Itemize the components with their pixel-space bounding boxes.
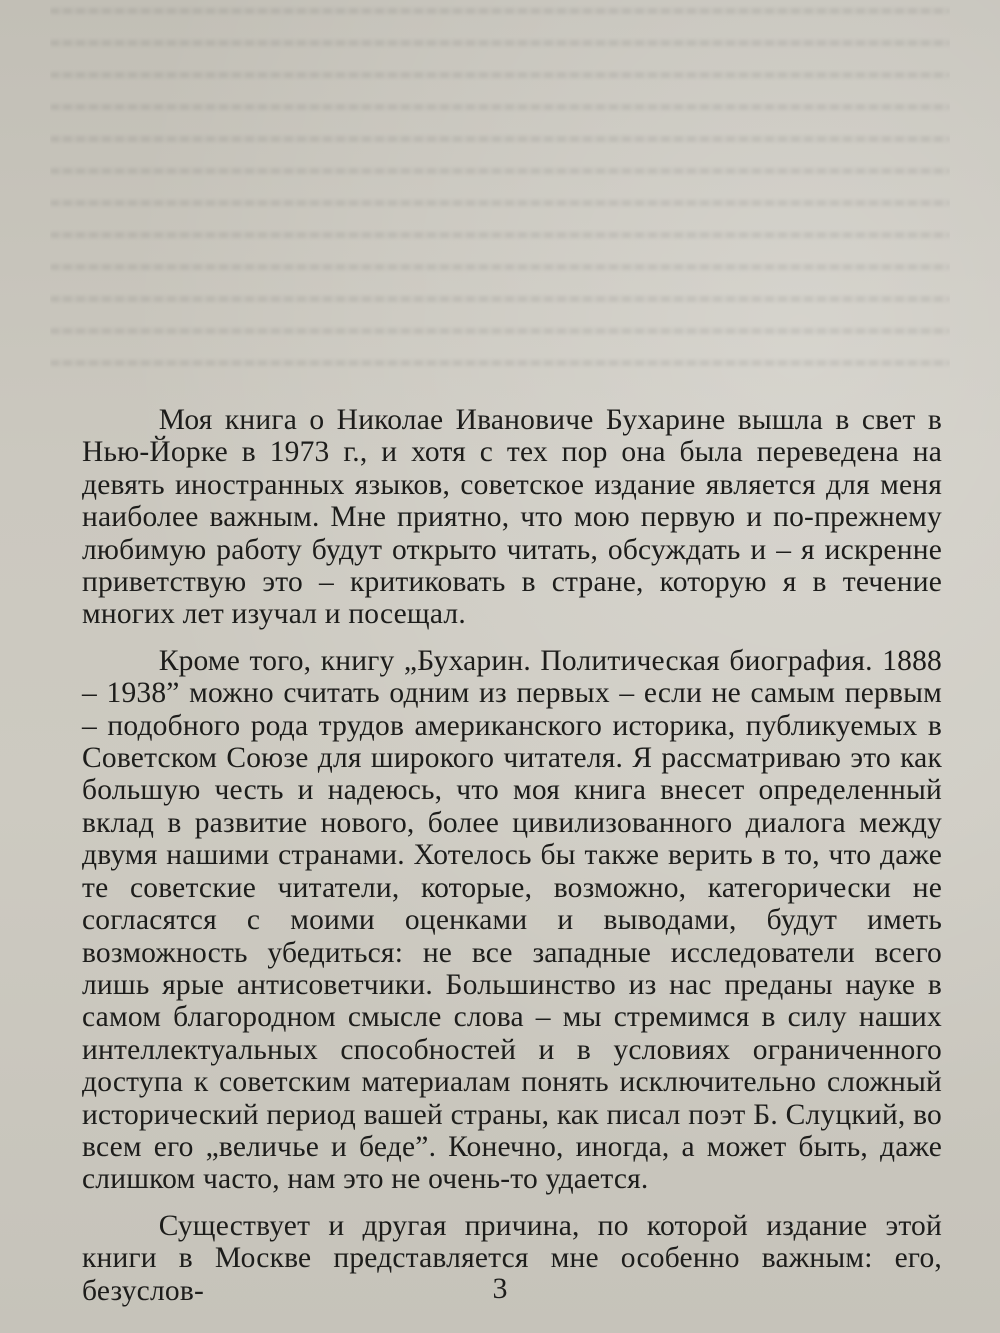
paragraph: Существует и другая причина, по которой издание этой книги в Москве представляется мне особенно важным: его, безуслов- <box>82 1209 942 1307</box>
body-text <box>82 404 942 1307</box>
paragraph: Моя книга о Николае Ивановиче Бухарине вышла в свет в Нью-Йорке в 1973 г., и хотя с тех пор она была переведена на девять иностранных языков, советское издание является для меня наиболее важным. Мне приятно, что мою первую и по-прежнему любимую работу будут открыто читать, обсуждать и – я искренне приветствую это – критиковать в стране, которую я в течение многих лет изучал и посещал. <box>82 404 942 631</box>
reverse-side-show-through <box>50 0 950 380</box>
paragraph: Кроме того, книгу „Бухарин. Политическая биография. 1888 – 1938” можно считать одним из первых – если не самым первым – подобного рода трудов американского историка, публикуемых в Советском Союзе для широкого читателя. Я рассматриваю это как большую честь и надеюсь, что моя книга внесет определенный вклад в развитие нового, более цивилизованного диалога между двумя нашими странами. Хотелось бы также верить в то, что даже те советские читатели, которые, возможно, категорически не согласятся с моими оценками и выводами, будут иметь возможность убедиться: не все западные исследователи всего лишь ярые антисоветчики. Большинство из нас преданы науке в самом благородном смысле слова – мы стремимся в силу наших интеллектуальных способностей и в условиях ограниченного доступа к советским материалам понять исключительно сложный исторический период вашей страны, как писал поэт Б. Слуцкий, во всем его „величье и беде”. Конечно, иногда, а может быть, даже слишком часто, нам это не очень-то удается. <box>82 644 942 1196</box>
page-number: 3 <box>492 1272 508 1305</box>
